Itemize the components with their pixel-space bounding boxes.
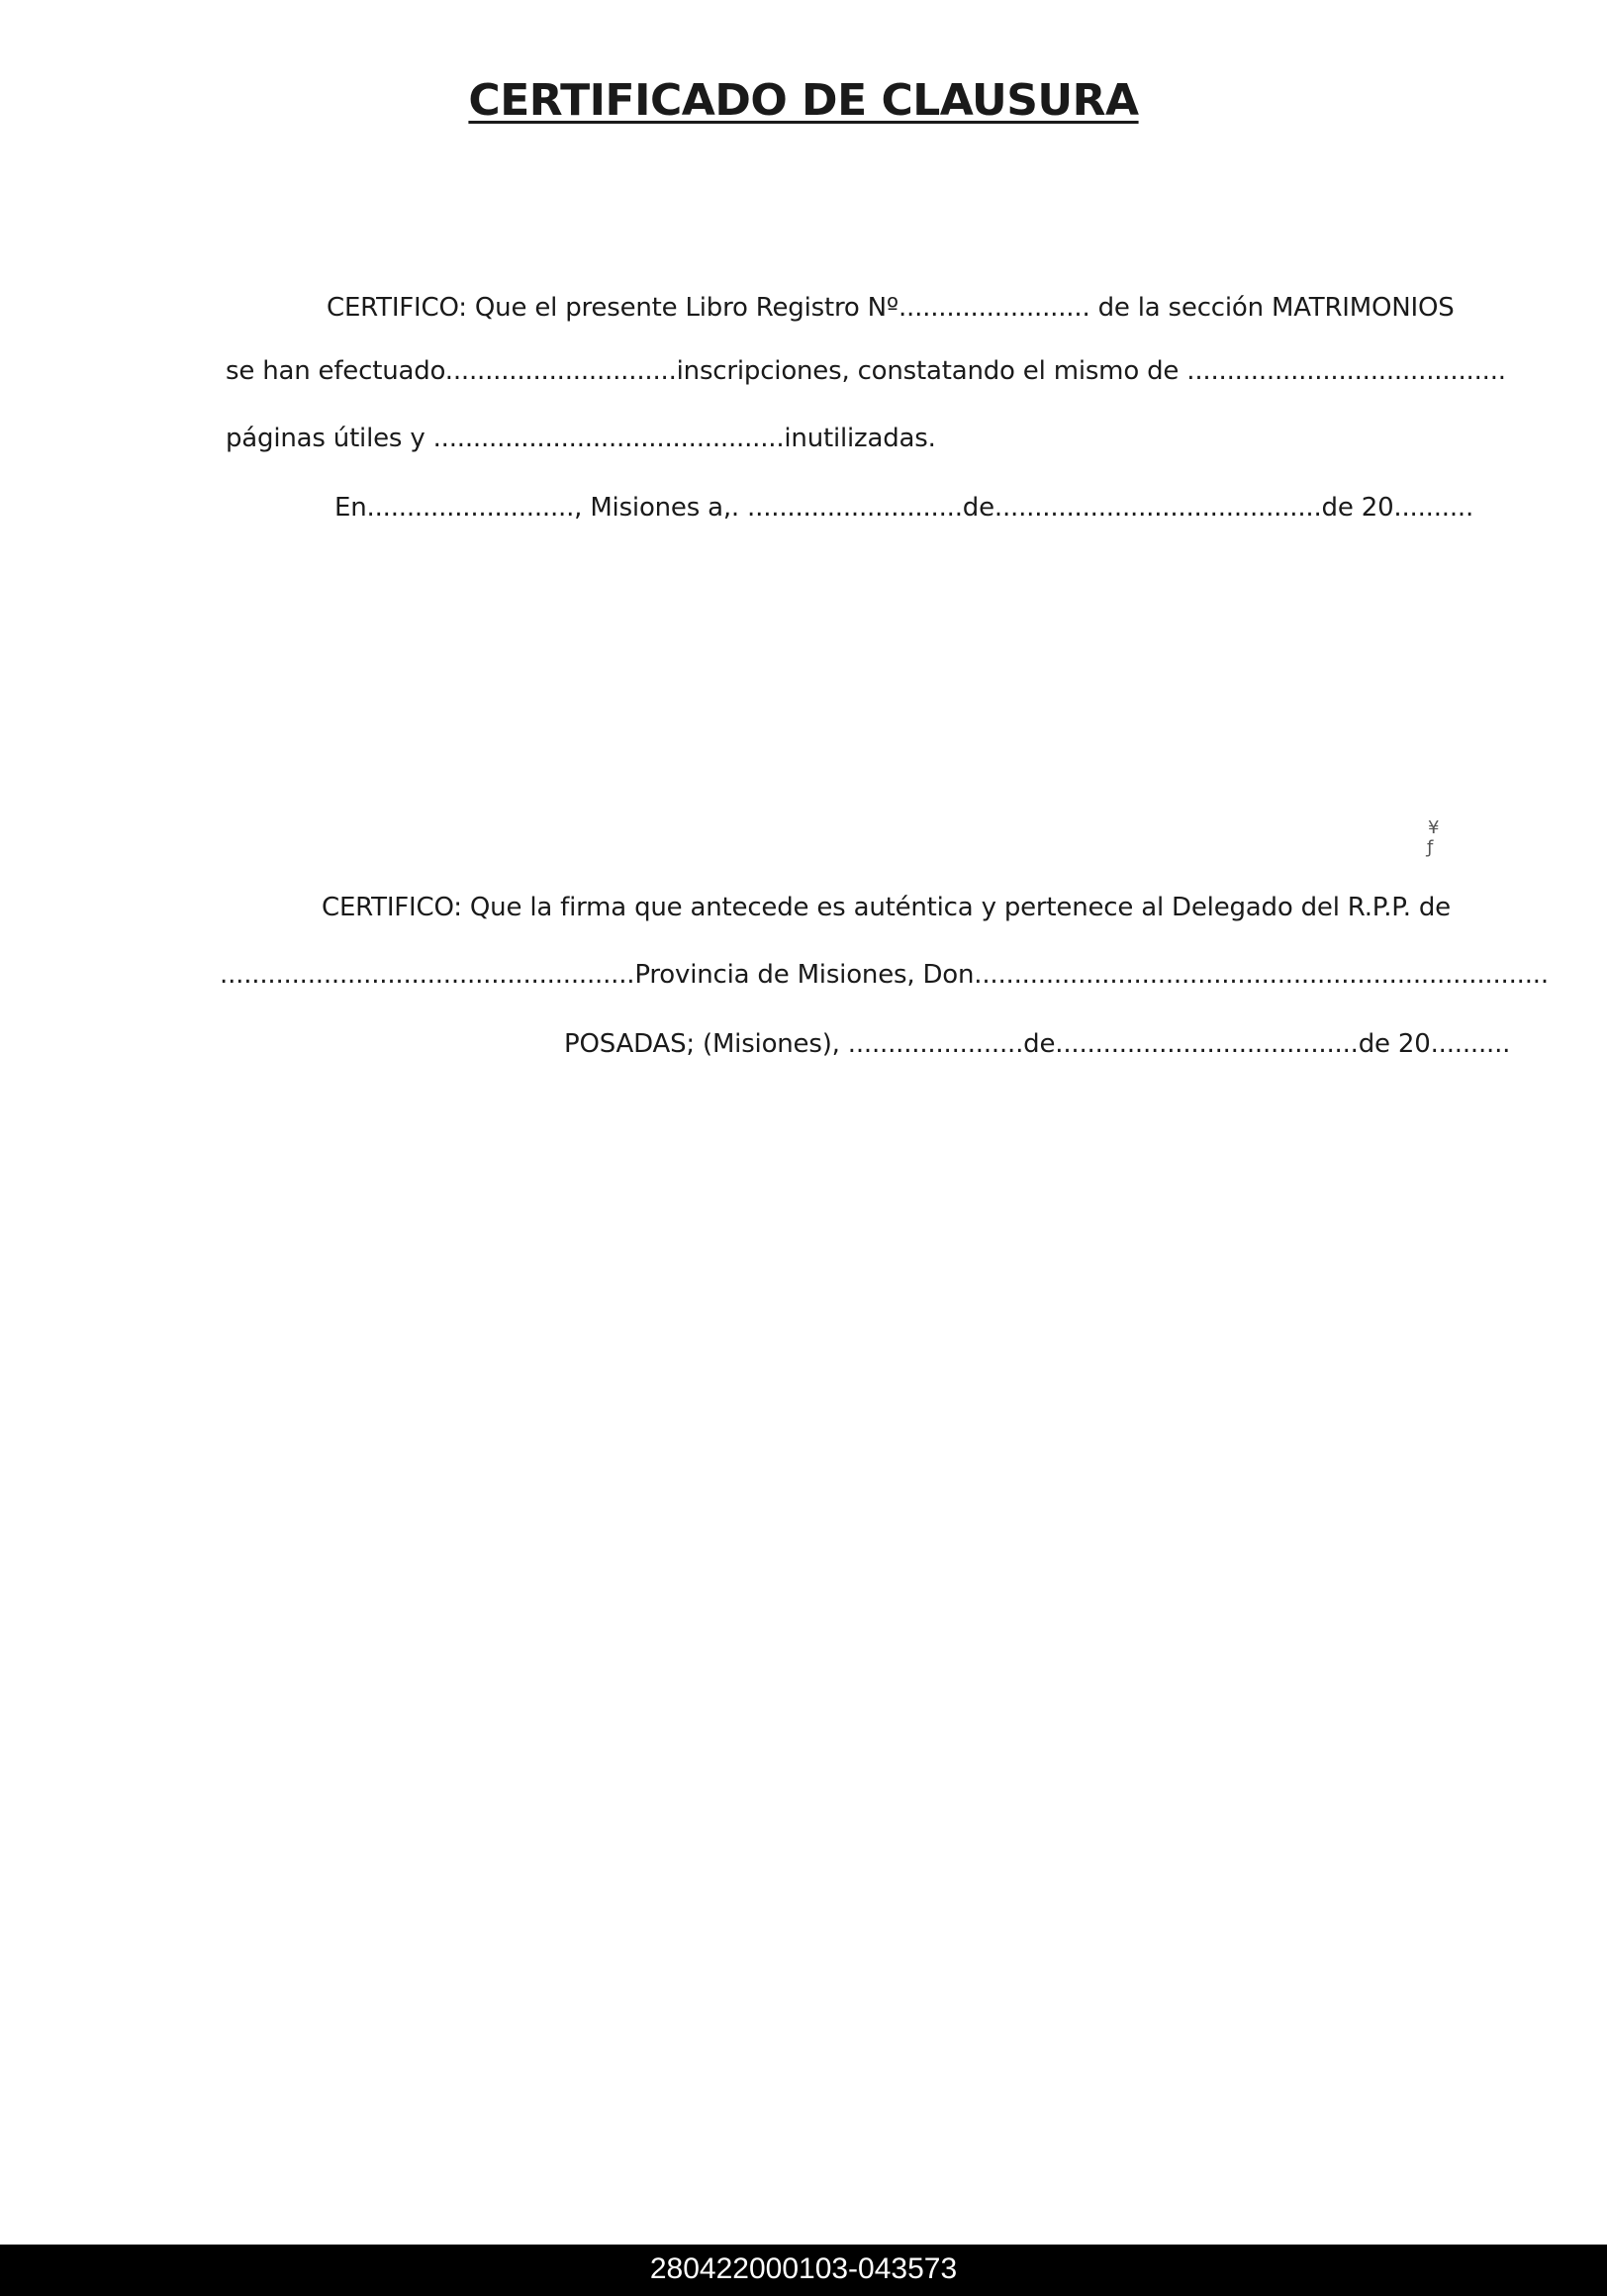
certificate-line-3: páginas útiles y ............................................inutilizadas. [226,424,936,453]
document-title: CERTIFICADO DE CLAUSURA [468,75,1139,126]
certificate-line-1: CERTIFICO: Que el presente Libro Registro Nº........................ de la sección MATRIMONIOS [327,293,1455,323]
signature-certification-date-line: POSADAS; (Misiones), ......................de......................................de 20.......... [564,1029,1511,1059]
signature-certification-line-2: ....................................................Provincia de Misiones, Don........................................................................ [220,960,1549,990]
barcode-number: 280422000103-043573 [649,2252,958,2285]
certificate-date-line: En.........................., Misiones a,. ...........................de.........................................de 20.......... [334,493,1474,523]
certificate-line-2: se han efectuado.............................inscripciones, constatando el mismo de ........................................ [226,356,1506,386]
scan-speck-mark: ƒ [1427,837,1434,858]
signature-certification-line-1: CERTIFICO: Que la firma que antecede es auténtica y pertenece al Delegado del R.P.P. de [322,893,1451,922]
scan-speck-mark: ¥ [1428,817,1440,838]
